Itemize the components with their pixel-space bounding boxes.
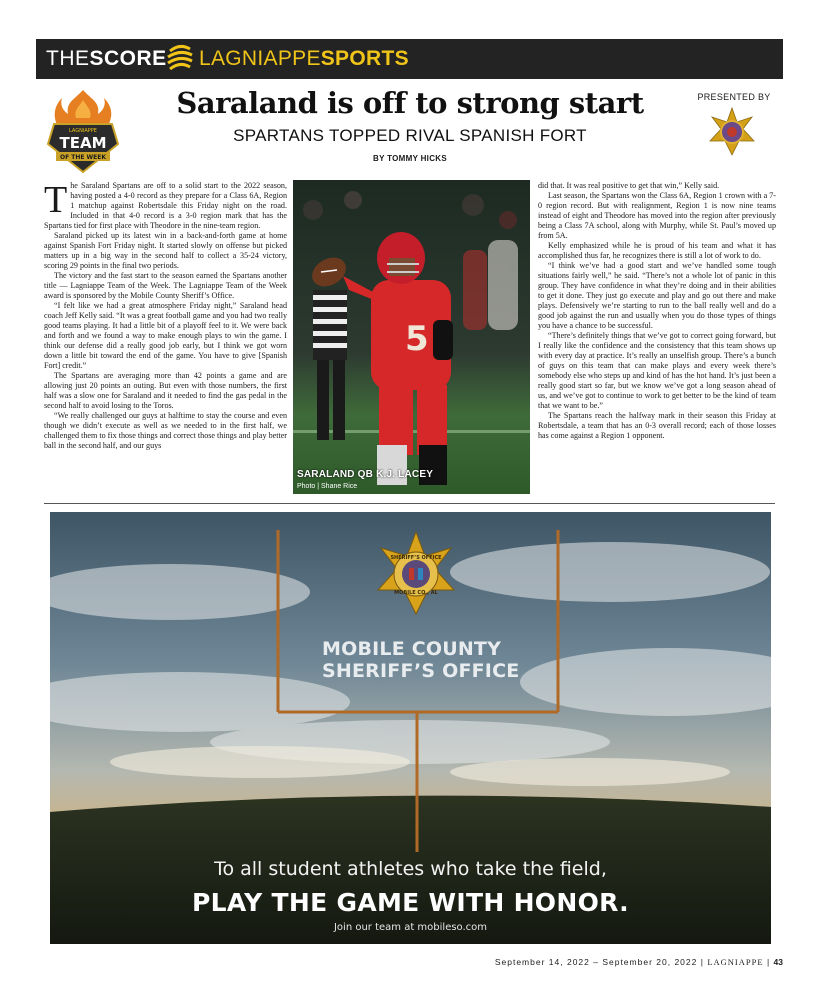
page-footer bbox=[495, 957, 783, 967]
article-photo bbox=[293, 180, 530, 494]
article-paragraph: The Spartans reach the halfway mark in their season this Friday at Robertsdale, a team that has an 0-3 overall record; each of those losses has come against a Region 1 opponent. bbox=[538, 411, 776, 440]
sports-text: SPORTS bbox=[320, 47, 409, 70]
ad-slogan: PLAY THE GAME WITH HONOR. bbox=[192, 888, 629, 917]
ad-badge-top-text: SHERIFF’S OFFICE bbox=[390, 555, 442, 561]
footer-dates: September 14, 2022 – September 20, 2022 bbox=[494, 957, 698, 967]
ad-title-line-1: MOBILE COUNTY bbox=[322, 638, 502, 660]
article-paragraph: The Spartans are averaging more than 42 points a game and are allowing just 20 points an outing. But even with those numbers, the first half was a slow one for Saraland and it needed to find the gas pedal in the second half to avoid losing to the Toros. bbox=[44, 371, 287, 410]
ad-badge-bottom-text: MOBILE CO., AL bbox=[394, 590, 438, 596]
footer-publication: LAGNIAPPE bbox=[707, 957, 764, 967]
score-text: SCORE bbox=[89, 47, 167, 70]
article-paragraph: Kelly emphasized while he is proud of his team and what it has accomplished thus far, he recognizes there is still a lot of work to do. bbox=[538, 241, 776, 260]
the-score-label bbox=[46, 47, 167, 71]
lagniappe-text: LAGNIAPPE bbox=[199, 47, 321, 70]
photo-credit: Photo | Shane Rice bbox=[297, 483, 358, 490]
lagniappe-sports-label bbox=[199, 47, 409, 71]
badge-top-text: LAGNIAPPE bbox=[69, 128, 97, 134]
quarterback-photo-illustration bbox=[293, 180, 530, 494]
article-paragraph: The victory and the fast start to the season earned the Spartans another title — Lagniappe Team of the Week. The Lagniappe Team of the Week award is sponsored by the Mobile County Sheriff’s Office. bbox=[44, 271, 287, 300]
ad-tagline: To all student athletes who take the field, bbox=[214, 858, 607, 880]
article-paragraph: “There’s definitely things that we’ve got to correct going forward, but I really like the confidence and the consistency that this team shows up with every day at practice. It’s really an unselfish group. There’s a bunch of guys on this team that can make plays and every week there’s somebody else who steps up and kind of has the hot hand. It’s just been a really good start so far, but we know we’ve got a long season ahead of us, and we’ve got to continue to work to get better to be the kind of team that we want to be.” bbox=[538, 331, 776, 410]
page-number: 43 bbox=[773, 957, 783, 967]
section-header-band bbox=[36, 39, 783, 79]
article-column-3 bbox=[538, 181, 776, 496]
article-headline: Saraland is off to strong start bbox=[176, 86, 644, 120]
article-paragraph: did that. It was real positive to get that win,” Kelly said. bbox=[538, 181, 720, 190]
ad-title bbox=[322, 638, 522, 682]
jersey-number: 5 bbox=[405, 319, 429, 359]
footer-separator: | bbox=[766, 957, 771, 967]
the-text: THE bbox=[46, 47, 90, 70]
article-paragraph: “I think we’ve had a good start and we’ve handled some tough situations fairly well,” he said. “There’s not a whole lot of panic in this group. They have confidence in what they’re doing and in their abilities to get it done. They just go execute and play and go out there and make plays. Defensively we’re starting to run to the ball really well and do a good job against the run and usually when you do those types of things you have a chance to be successful. bbox=[538, 261, 776, 330]
drop-cap: T bbox=[44, 181, 68, 221]
article-paragraph: Last season, the Spartans won the Class 6A, Region 1 crown with a 7-0 region record. But with realignment, Region 1 is now nine teams instead of eight and Theodore has moved into the region after previously being a Class 7A school, along with Murphy, while St. Paul’s moved up from 5A. bbox=[538, 191, 776, 240]
ad-title-line-2: SHERIFF’S OFFICE bbox=[322, 660, 520, 682]
article-paragraph: “I felt like we had a great atmosphere Friday night,” Saraland head coach Jeff Kelly said. “It was a great football game and you had two really good teams playing. It had a little bit of a playoff feel to it. We were back and forth and we found a way to make enough plays to win the game. I think our defense did a really good job early, but I think we got worn down a little bit toward the end of the game. You have to give [Spanish Fort] credit.” bbox=[44, 301, 287, 370]
article-paragraph: “We really challenged our guys at halftime to stay the course and even though we didn’t execute as well as we needed to in the first half, we challenged them to fix those things and correct those things and play better ball in the second half, and our guys bbox=[44, 411, 287, 450]
article-column-1 bbox=[44, 181, 287, 496]
badge-team-text: TEAM bbox=[59, 134, 107, 152]
ad-url-text: Join our team at mobileso.com bbox=[333, 922, 488, 933]
presented-by-label: PRESENTED BY bbox=[697, 92, 771, 102]
team-of-the-week-badge bbox=[44, 88, 122, 174]
article-paragraph: he Saraland Spartans are off to a solid start to the 2022 season, having posted a 4-0 record as they prepare for a Class 6A, Region 1 matchup against Robertsdale this Friday night on the road. Included in that 4-0 record is a 3-0 region mark that has the Spartans tied for first place with Theodore in the nine-team region. bbox=[44, 181, 287, 230]
photo-caption: SARALAND QB K.J. LACEY bbox=[297, 469, 434, 480]
article-paragraph: Saraland picked up its latest win in a back-and-forth game at home against Spanish Fort Friday night. It started slowly on offense but picked matters up in a big way in the second half to collect a 35-24 victory, scoring 29 points in the final two periods. bbox=[44, 231, 287, 270]
sheriff-star-icon bbox=[706, 106, 758, 158]
section-divider bbox=[44, 503, 775, 504]
article-byline: BY TOMMY HICKS bbox=[373, 154, 447, 163]
sheriff-advertisement bbox=[50, 512, 771, 944]
footer-separator: | bbox=[700, 957, 704, 967]
lagniappe-swirl-icon bbox=[164, 41, 196, 77]
badge-otw-text: OF THE WEEK bbox=[59, 154, 107, 161]
article-subhead: SPARTANS TOPPED RIVAL SPANISH FORT bbox=[233, 126, 587, 145]
